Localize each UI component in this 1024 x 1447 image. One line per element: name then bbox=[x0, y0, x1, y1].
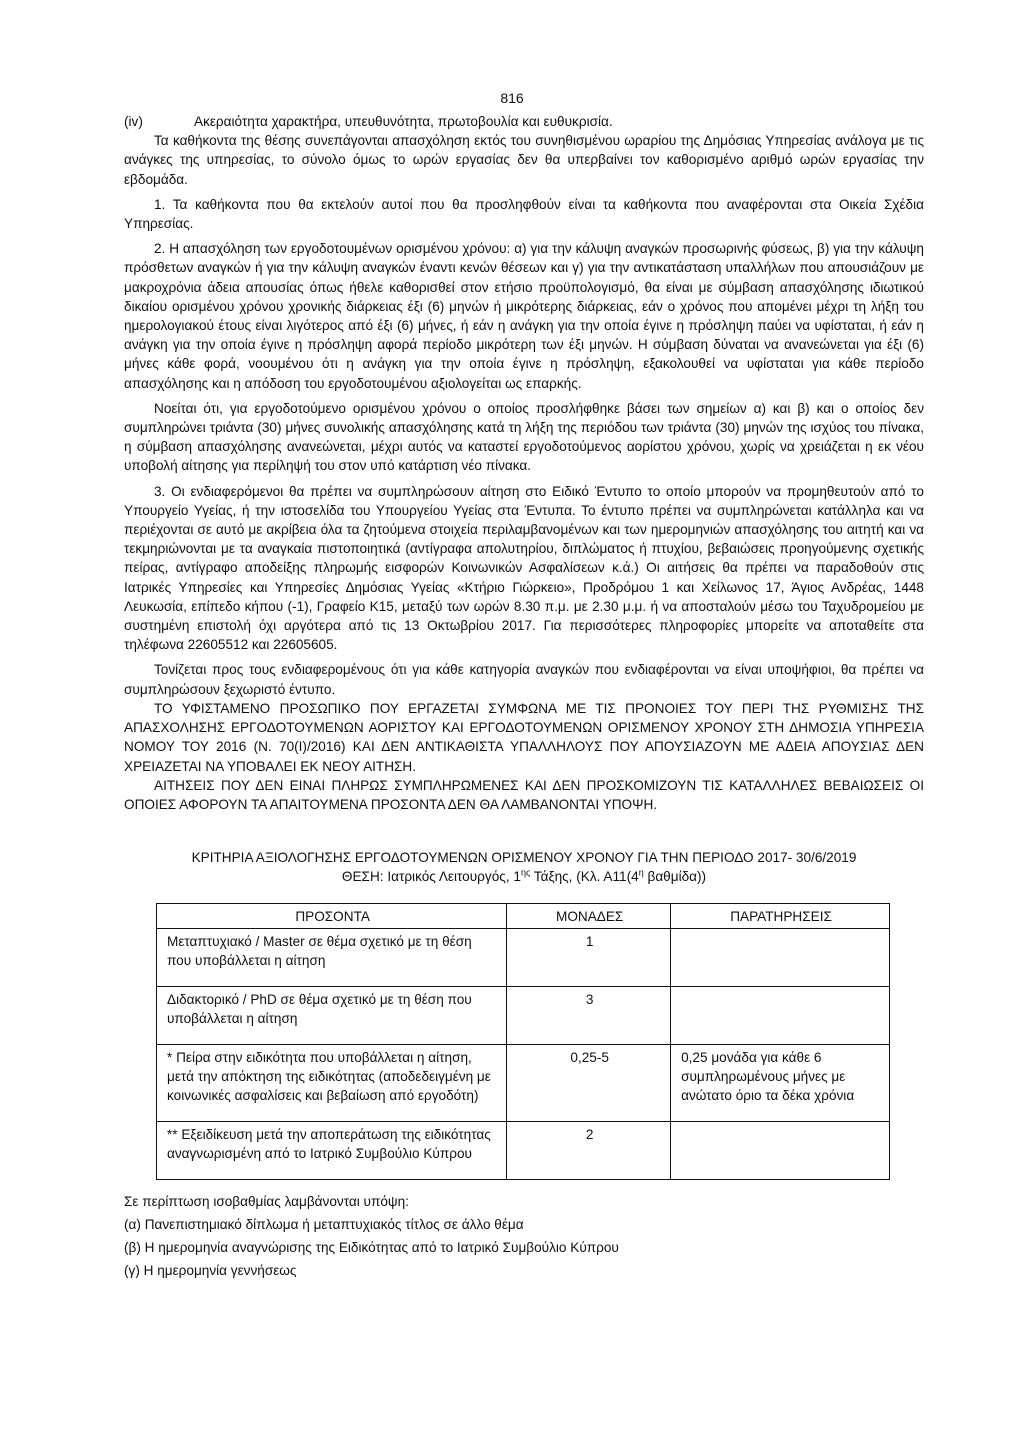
cell-qualification: * Πείρα στην ειδικότητα που υποβάλλεται η αίτηση, μετά την απόκτηση της ειδικότητας (αποδεδειγμένη με κοινωνικές ασφαλίσεις και βεβαίωση από εργοδότη) bbox=[157, 1044, 507, 1121]
header-notes: ΠΑΡΑΤΗΡΗΣΕΙΣ bbox=[671, 903, 890, 928]
paragraph-noeitai: Νοείται ότι, για εργοδοτούμενο ορισμένου χρόνου ο οποίος προσλήφθηκε βάσει των σημείων α) και β) και ο οποίος δεν συμπληρώνει τριάντα (30) μήνες συνολικής απασχόλησης κατά τη λήξη της περιόδου των τριάντα (30) μηνών της ισχύος του πίνακα, η σύμβαση απασχόλησης ανανεώνεται, μέχρι αυτός να καταστεί εργοδοτούμενος αορίστου χρόνου, χωρίς να χρειάζεται η εκ νέου υποβολή αίτησης για περίληψή του στον υπό κατάρτιση νέο πίνακα. bbox=[124, 400, 924, 474]
cell-qualification: ** Εξειδίκευση μετά την αποπεράτωση της ειδικότητας αναγνωρισμένη από το Ιατρικό Συμβούλιο Κύπρου bbox=[157, 1121, 507, 1179]
item-iv bbox=[124, 112, 924, 131]
tie-break-item: (β) Η ημερομηνία αναγνώρισης της Ειδικότητας από το Ιατρικό Συμβούλιο Κύπρου bbox=[124, 1239, 619, 1255]
cell-qualification: Μεταπτυχιακό / Master σε θέμα σχετικό με τη θέση που υποβάλλεται η αίτηση bbox=[157, 928, 507, 986]
paragraph-1: 1. Τα καθήκοντα που θα εκτελούν αυτοί που θα προσληφθούν είναι τα καθήκοντα που αναφέρονται στα Οικεία Σχέδια Υπηρεσίας. bbox=[124, 196, 924, 232]
page-number: 816 bbox=[500, 90, 524, 106]
table-row bbox=[157, 928, 890, 986]
tie-break-intro: Σε περίπτωση ισοβαθμίας λαμβάνονται υπόψη: bbox=[124, 1193, 409, 1209]
table-header-row bbox=[157, 903, 890, 928]
notice-incomplete-applications: ΑΙΤΗΣΕΙΣ ΠΟΥ ΔΕΝ ΕΙΝΑΙ ΠΛΗΡΩΣ ΣΥΜΠΛΗΡΩΜΕΝΕΣ ΚΑΙ ΔΕΝ ΠΡΟΣΚΟΜΙΖΟΥΝ ΤΙΣ ΚΑΤΑΛΛΗΛΕΣ ΒΕΒΑΙΩΣΕΙΣ ΟΙ ΟΠΟΙΕΣ ΑΦΟΡΟΥΝ ΤΑ ΑΠΑΙΤΟΥΜΕΝΑ ΠΡΟΣΟΝΤΑ ΔΕΝ ΘΑ ΛΑΜΒΑΝΟΝΤΑΙ ΥΠΟΨΗ. bbox=[124, 777, 924, 812]
header-units: ΜΟΝΑΔΕΣ bbox=[507, 903, 671, 928]
cell-notes: 0,25 μονάδα για κάθε 6 συμπληρωμένους μήνες με ανώτατο όριο τα δέκα χρόνια bbox=[671, 1044, 890, 1121]
cell-notes bbox=[671, 1121, 890, 1179]
paragraph-3: 3. Οι ενδιαφερόμενοι θα πρέπει να συμπληρώσουν αίτηση στο Ειδικό Έντυπο το οποίο μπορούν να προμηθευτούν από το Υπουργείο Υγείας, ή την ιστοσελίδα του Υπουργείου Υγείας στα Έντυπα. Το έντυπο πρέπει να συμπληρώνεται κατάλληλα και να περιέχονται σε αυτό με ακρίβεια όλα τα ζητούμενα στοιχεία περιλαμβανομένων και των ημερομηνιών απασχόλησης του αιτητή και να τεκμηριώνονται με τα αναγκαία πιστοποιητικά (αντίγραφα απολυτηρίου, διπλώματος ή πτυχίου, βεβαιώσεις προηγούμενης σχετικής πείρας, αντίγραφο αποδείξης πληρωμής εισφορών Κοινωνικών Ασφαλίσεων κ.ά.) Οι αιτήσεις θα πρέπει να παραδοθούν στις Ιατρικές Υπηρεσίες και Υπηρεσίες Δημόσιας Υγείας «Κτήριο Γιώρκειο», Προδρόμου 1 και Χείλωνος 17, Άγιος Ανδρέας, 1448 Λευκωσία, επίπεδο κήπου (-1), Γραφείο Κ15, μεταξύ των ωρών 8.30 π.μ. με 2.30 μ.μ. ή να αποσταλούν μέσω του Ταχυδρομείου με συστημένη επιστολή όχι αργότερα από τις 13 Οκτωβρίου 2017. Για περισσότερες πληροφορίες μπορείτε να αποταθείτε στα τηλέφωνα 22605512 και 22605605. bbox=[124, 483, 924, 653]
cell-notes bbox=[671, 986, 890, 1044]
paragraph-2: 2. Η απασχόληση των εργοδοτουμένων ορισμένου χρόνου: α) για την κάλυψη αναγκών προσωρινής φύσεως, β) για την κάλυψη πρόσθετων αναγκών ή για την κάλυψη αναγκών έναντι κενών θέσεων και γ) για την αντικατάσταση υπαλλήλων που απουσιάζουν με μακροχρόνια άδεια απουσίας όπως ήθελε καθορισθεί στον ετήσιο προϋπολογισμό, θα είναι με σύμβαση απασχόλησης ιδιωτικού δικαίου ορισμένου χρόνου χρονικής διάρκειας έξι (6) μηνών ή μικρότερης διάρκειας, εάν ο χρόνος που απομένει μέχρι τη λήξη του ημερολογιακού έτους είναι λιγότερος από έξι (6) μήνες, ή εάν η ανάγκη για την οποία έγινε η πρόσληψη παύει να υφίσταται, ή εάν η ανάγκη για την οποία έγινε η πρόσληψη αφορά περίοδο μικρότερη των έξι μηνών. Η σύμβαση δύναται να ανανεώνεται για έξι (6) μήνες κάθε φορά, νοουμένου ότι η ανάγκη για την οποία έγινε η πρόσληψη, εξακολουθεί να υφίσταται για κάθε περίοδο απασχόλησης και η απόδοση του εργοδοτουμένου αξιολογείται ως επαρκής. bbox=[124, 241, 924, 391]
header-qualifications: ΠΡΟΣΟΝΤΑ bbox=[157, 903, 507, 928]
criteria-title: ΚΡΙΤΗΡΙΑ ΑΞΙΟΛΟΓΗΣΗΣ ΕΡΓΟΔΟΤΟΥΜΕΝΩΝ ΟΡΙΣΜΕΝΟΥ ΧΡΟΝΟΥ ΓΙΑ ΤΗΝ ΠΕΡΙΟΔΟ 2017- 30/6/2019 bbox=[191, 850, 857, 866]
item-iv-label: (iv) bbox=[124, 114, 143, 129]
paragraph-tonizetai: Τονίζεται προς τους ενδιαφερομένους ότι για κάθε κατηγορία αναγκών που ενδιαφέρονται να είναι υποψήφιοι, θα πρέπει να συμπληρώσουν ξεχωριστό έντυπο. bbox=[124, 662, 924, 697]
tie-break-item: (α) Πανεπιστημιακό δίπλωμα ή μεταπτυχιακός τίτλος σε άλλο θέμα bbox=[124, 1216, 524, 1232]
cell-units: 1 bbox=[507, 928, 671, 986]
tie-break-item: (γ) Η ημερομηνία γεννήσεως bbox=[124, 1263, 297, 1279]
criteria-table bbox=[156, 903, 890, 1180]
notice-existing-staff: ΤΟ ΥΦΙΣΤΑΜΕΝΟ ΠΡΟΣΩΠΙΚΟ ΠΟΥ ΕΡΓΑΖΕΤΑΙ ΣΥΜΦΩΝΑ ΜΕ ΤΙΣ ΠΡΟΝΟΙΕΣ ΤΟΥ ΠΕΡΙ ΤΗΣ ΡΥΘΜΙΣΗΣ ΤΗΣ ΑΠΑΣΧΟΛΗΣΗΣ ΕΡΓΟΔΟΤΟΥΜΕΝΩΝ ΑΟΡΙΣΤΟΥ ΚΑΙ ΕΡΓΟΔΟΤΟΥΜΕΝΩΝ ΟΡΙΣΜΕΝΟΥ ΧΡΟΝΟΥ ΣΤΗ ΔΗΜΟΣΙΑ ΥΠΗΡΕΣΙΑ ΝΟΜΟΥ ΤΟΥ 2016 (Ν. 70(Ι)/2016) ΚΑΙ ΔΕΝ ΑΝΤΙΚΑΘΙΣΤΑ ΥΠΑΛΛΗΛΟΥΣ ΠΟΥ ΑΠΟΥΣΙΑΖΟΥΝ ΜΕ ΑΔΕΙΑ ΑΠΟΥΣΙΑΣ ΔΕΝ ΧΡΕΙΑΖΕΤΑΙ ΝΑ ΥΠΟΒΑΛΕΙ ΕΚ ΝΕΟΥ ΑΙΤΗΣΗ. bbox=[124, 700, 924, 774]
table-row bbox=[157, 1044, 890, 1121]
cell-units: 3 bbox=[507, 986, 671, 1044]
table-row bbox=[157, 986, 890, 1044]
document-body bbox=[124, 112, 924, 1280]
cell-units: 2 bbox=[507, 1121, 671, 1179]
criteria-position: ΘΕΣΗ: Ιατρικός Λειτουργός, $1^{\eta\varsigma}$ Τάξης, (Κλ. $A11(4^\eta$ βαθμίδα)) bbox=[341, 867, 707, 885]
table-row bbox=[157, 1121, 890, 1179]
cell-qualification: Διδακτορικό / PhD σε θέμα σχετικό με τη θέση που υποβάλλεται η αίτηση bbox=[157, 986, 507, 1044]
tie-break-section bbox=[124, 1192, 924, 1281]
cell-units: 0,25-5 bbox=[507, 1044, 671, 1121]
item-iv-text: Ακεραιότητα χαρακτήρα, υπευθυνότητα, πρωτοβουλία και ευθυκρισία. bbox=[194, 114, 613, 129]
cell-notes bbox=[671, 928, 890, 986]
paragraph-hours: Τα καθήκοντα της θέσης συνεπάγονται απασχόληση εκτός του συνηθισμένου ωραρίου της Δημόσιας Υπηρεσίας ανάλογα με τις ανάγκες της υπηρεσίας, το σύνολο όμως το ωρών εργασίας δεν θα υπερβαίνει τον καθορισμένο αριθμό ωρών εργασίας την εβδομάδα. bbox=[124, 133, 924, 187]
